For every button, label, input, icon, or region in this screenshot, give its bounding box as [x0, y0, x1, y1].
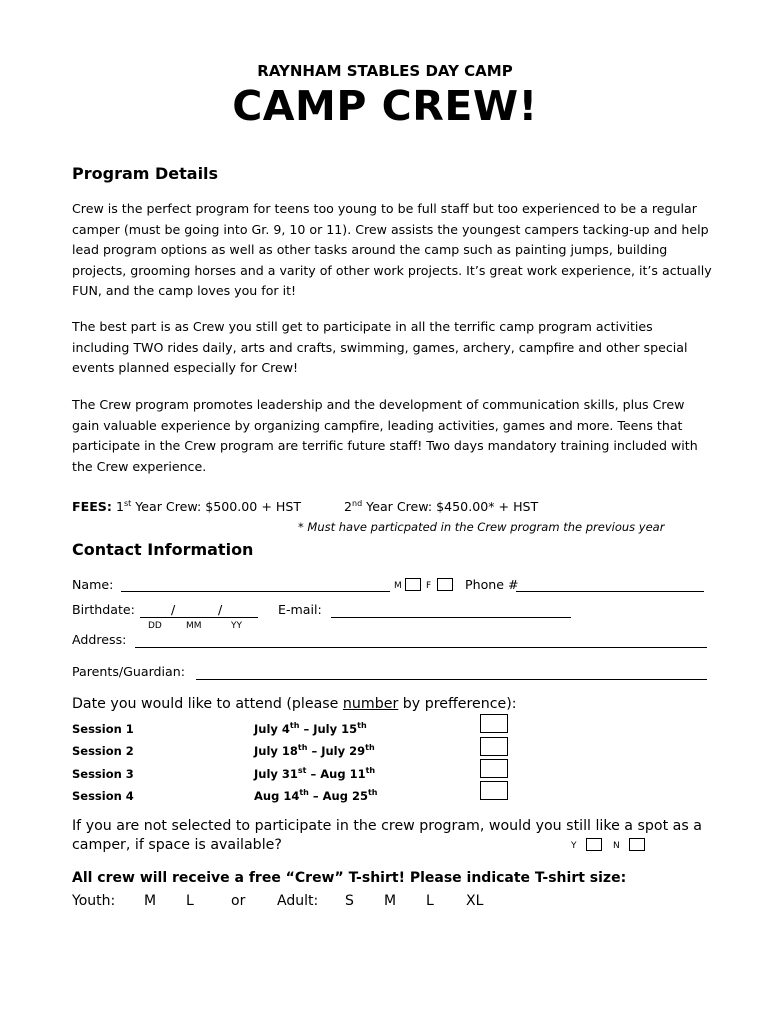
address-field[interactable]: [135, 647, 707, 648]
youth-size-l[interactable]: L: [186, 893, 194, 909]
session-4-end-sup: th: [367, 788, 378, 797]
fees-second-year: [344, 499, 538, 514]
session-3-start-sup: st: [297, 766, 307, 775]
female-checkbox[interactable]: [437, 578, 453, 591]
session-2-name: Session 2: [72, 744, 134, 758]
yes-checkbox[interactable]: [586, 838, 602, 851]
session-3-rank-box[interactable]: [480, 759, 508, 778]
session-4-start: Aug 14: [254, 789, 300, 803]
session-1-end-sup: th: [357, 721, 367, 730]
session-1-name: Session 1: [72, 722, 134, 736]
session-2-start-sup: th: [297, 743, 308, 752]
camp-name: RAYNHAM STABLES DAY CAMP: [257, 62, 513, 80]
session-2-dates: [254, 744, 375, 758]
session-4-name: Session 4: [72, 789, 134, 803]
program-paragraph-2: The best part is as Crew you still get to participate in all the terrific camp program activities including TWO rides daily, arts and crafts, swimming, games, archery, campfire and other special events planned especially for Crew!: [72, 319, 688, 375]
birthdate-yy: YY: [231, 621, 242, 631]
camper-question-line-2: camper, if space is available?: [72, 837, 282, 853]
youth-size-m[interactable]: M: [144, 893, 157, 909]
program-paragraph-3: The Crew program promotes leadership and the development of communication skills, plus Crew gain valuable experience by organizing campfire, leading activities, games and more. Teens that participate in the Crew program are terrific future staff! Two days mandatory training included with the Crew experience.: [72, 397, 698, 474]
youth-label: Youth:: [72, 893, 116, 909]
session-2-end: – July 29: [307, 744, 366, 758]
contact-heading: Contact Information: [72, 540, 254, 559]
second-year-fee: Year Crew: $450.00* + HST: [362, 499, 539, 514]
birthdate-slash-2: /: [218, 602, 223, 617]
session-4-start-sup: th: [299, 788, 309, 797]
adult-size-l[interactable]: L: [426, 893, 434, 909]
tshirt-heading: All crew will receive a free “Crew” T-shirt! Please indicate T-shirt size:: [72, 870, 627, 886]
name-field[interactable]: [121, 591, 390, 592]
first-year-fee: Year Crew: $500.00 + HST: [131, 499, 302, 514]
program-paragraph-1: Crew is the perfect program for teens too young to be full staff but too experienced to be a regular camper (must be going into Gr. 9, 10 or 11). Crew assists the youngest campers tacking-up and help lead program options as well as other tasks around the camp such as painting jumps, building projects, grooming horses and a varity of other work projects. It’s great work experience, it’s actually FUN, and the camp loves you for it!: [72, 201, 712, 298]
parents-label: Parents/Guardian:: [72, 664, 185, 679]
yes-label: Y: [571, 841, 577, 851]
parents-field[interactable]: [196, 679, 707, 680]
session-1-start-sup: th: [289, 721, 300, 730]
sessions-heading: [72, 696, 517, 712]
fees-note: * Must have particpated in the Crew program the previous year: [298, 520, 665, 534]
first-year-sup: st: [123, 499, 132, 508]
sessions-heading-pre: Date you would like to attend (please: [72, 696, 343, 712]
session-4-end: – Aug 25: [308, 789, 368, 803]
session-1-end: – July 15: [299, 722, 358, 736]
session-1-rank-box[interactable]: [480, 714, 508, 733]
adult-label: Adult:: [277, 893, 319, 909]
session-3-dates: [254, 767, 375, 781]
email-field[interactable]: [331, 617, 571, 618]
fees-label: FEES:: [72, 499, 112, 514]
session-2-rank-box[interactable]: [480, 737, 508, 756]
session-1-start: July 4: [254, 722, 290, 736]
adult-size-s[interactable]: S: [345, 893, 354, 909]
or-label: or: [231, 893, 246, 909]
fees-first-year: [72, 499, 301, 514]
birthdate-field[interactable]: [140, 617, 258, 618]
phone-field[interactable]: [516, 591, 704, 592]
session-1-dates: [254, 722, 367, 736]
email-label: E-mail:: [278, 602, 322, 617]
second-year-num: 2: [344, 499, 353, 514]
sessions-heading-number: number: [342, 696, 399, 712]
sessions-heading-post: by prefference):: [398, 696, 517, 712]
first-year-num: 1: [115, 499, 124, 514]
program-details-heading: Program Details: [72, 164, 219, 183]
address-label: Address:: [72, 632, 127, 647]
session-3-end-sup: th: [365, 766, 376, 775]
birthdate-dd: DD: [148, 621, 162, 631]
no-checkbox[interactable]: [629, 838, 645, 851]
session-2-start: July 18: [254, 744, 298, 758]
page-title: CAMP CREW!: [232, 82, 538, 130]
birthdate-label: Birthdate:: [72, 602, 135, 617]
session-3-end: – Aug 11: [306, 767, 366, 781]
male-label: M: [394, 581, 402, 591]
session-2-end-sup: th: [365, 743, 375, 752]
session-4-dates: [254, 789, 377, 803]
session-3-name: Session 3: [72, 767, 134, 781]
birthdate-mm: MM: [186, 621, 202, 631]
adult-size-m[interactable]: M: [384, 893, 397, 909]
female-label: F: [426, 581, 432, 591]
name-label: Name:: [72, 577, 114, 592]
adult-size-xl[interactable]: XL: [466, 893, 484, 909]
phone-label: Phone #: [465, 577, 519, 592]
camper-question-line-1: If you are not selected to participate in the crew program, would you still like a spot as a: [72, 818, 702, 834]
male-checkbox[interactable]: [405, 578, 421, 591]
no-label: N: [613, 841, 620, 851]
second-year-sup: nd: [352, 499, 363, 508]
session-3-start: July 31: [254, 767, 298, 781]
session-4-rank-box[interactable]: [480, 781, 508, 800]
birthdate-slash-1: /: [171, 602, 176, 617]
